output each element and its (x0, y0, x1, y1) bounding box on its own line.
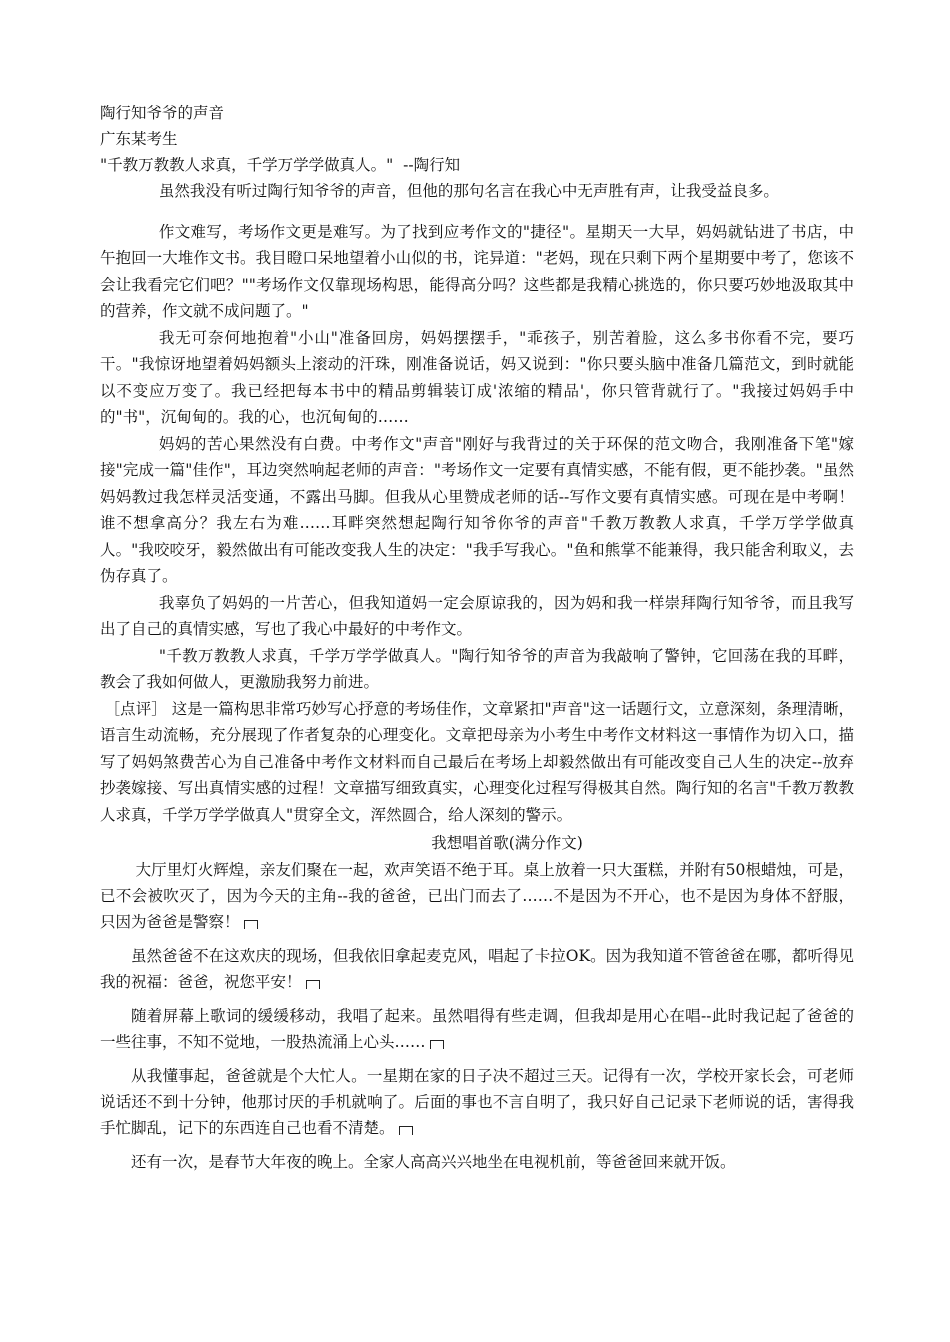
return-mark-icon (306, 980, 320, 989)
article-author: 广东某考生 (100, 130, 178, 148)
paragraph: 大厅里灯火辉煌，亲友们聚在一起，欢声笑语不绝于耳。桌上放着一只大蛋糕，并附有50根蜡烛，可是，已不会被吹灭了，因为今天的主角--我的爸爸，已出门而去了……不是因为不开心，也不是因为身体不舒服，只因为爸爸是警察！ (100, 861, 854, 931)
paragraph-intro: 虽然我没有听过陶行知爷爷的声音，但他的那句名言在我心中无声胜有声，让我受益良多。 (158, 182, 779, 200)
return-mark-icon (430, 1040, 444, 1049)
article-title: 陶行知爷爷的声音 (100, 104, 225, 122)
return-mark-icon (399, 1126, 413, 1135)
paragraph: 随着屏幕上歌词的缓缓移动，我唱了起来。虽然唱得有些走调，但我却是用心在唱--此时我记起了爸爸的一些往事，不知不觉地，一股热流涌上心头…… (100, 1007, 854, 1051)
epigraph-quote: "千教万教教人求真，千学万学学做真人。" --陶行知 (100, 156, 461, 174)
paragraph: 我辜负了妈妈的一片苦心，但我知道妈一定会原谅我的，因为妈和我一样崇拜陶行知爷爷，而且我写出了自己的真情实感，写也了我心中最好的中考作文。 (100, 593, 854, 638)
paragraph: 还有一次，是春节大年夜的晚上。全家人高高兴兴地坐在电视机前，等爸爸回来就开饭。 (131, 1153, 736, 1171)
paragraph: 我无可奈何地抱着"小山"准备回房，妈妈摆摆手，"乖孩子，别苦着脸，这么多书你看不完，要巧干。"我惊讶地望着妈妈额头上滚动的汗珠，刚准备说话，妈又说到："你只要头脑中准备几篇范文，到时就能以不变应万变了。我已经把每本书中的精品剪辑装订成'浓缩的精品'，你只管背就行了。"我接过妈妈手中的"书"，沉甸甸的。我的心，也沉甸甸的…… (100, 328, 854, 426)
return-mark-icon (244, 920, 258, 929)
second-article-title: 我想唱首歌(满分作文) (431, 834, 583, 852)
paragraph: "千教万教教人求真，千学万学学做真人。"陶行知爷爷的声音为我敲响了警钟，它回荡在我的耳畔，教会了我如何做人，更激励我努力前进。 (100, 646, 854, 691)
paragraph: 从我懂事起，爸爸就是个大忙人。一星期在家的日子决不超过三天。记得有一次，学校开家长会，可老师说话还不到十分钟，他那讨厌的手机就响了。后面的事也不言自明了，我只好自己记录下老师说的话，害得我手忙脚乱，记下的东西连自己也看不清楚。 (100, 1067, 854, 1137)
paragraph: 妈妈的苦心果然没有白费。中考作文"声音"刚好与我背过的关于环保的范文吻合，我刚准备下笔"嫁接"完成一篇"佳作"，耳边突然响起老师的声音："考场作文一定要有真情实感，不能有假，更不能抄袭。"虽然妈妈教过我怎样灵活变通，不露出马脚。但我从心里赞成老师的话--写作文要有真情实感。可现在是中考啊！谁不想拿高分？我左右为难……耳畔突然想起陶行知爷你爷的声音"千教万教教人求真，千学万学学做真人。"我咬咬牙，毅然做出有可能改变我人生的决定："我手写我心。"鱼和熊掌不能兼得，我只能舍利取义，去伪存真了。 (100, 434, 854, 585)
commentary: ［点评］ 这是一篇构思非常巧妙写心抒意的考场佳作，文章紧扣"声音"这一话题行文，立意深刻，条理清晰，语言生动流畅，充分展现了作者复杂的心理变化。文章把母亲为小考生中考作文材料这一事情作为切入口，描写了妈妈煞费苦心为自己准备中考作文材料而自己最后在考场上却毅然做出有可能改变自己人生的决定--放弃抄袭嫁接、写出真情实感的过程！文章描写细致真实，心理变化过程写得极其自然。陶行知的名言"千教万教教人求真，千学万学学做真人"贯穿全文，浑然圆合，给人深刻的警示。 (100, 699, 854, 824)
paragraph: 作文难写，考场作文更是难写。为了找到应考作文的"捷径"。星期天一大早，妈妈就钻进了书店，中午抱回一大堆作文书。我目瞪口呆地望着小山似的书，诧异道："老妈，现在只剩下两个星期要中考了，您该不会让我看完它们吧？""考场作文仅靠现场构思，能得高分吗？这些都是我精心挑选的，你只要巧妙地汲取其中的营养，作文就不成问题了。" (100, 222, 854, 320)
paragraph: 虽然爸爸不在这欢庆的现场，但我依旧拿起麦克风，唱起了卡拉OK。因为我知道不管爸爸在哪，都听得见我的祝福：爸爸，祝您平安！ (100, 947, 854, 991)
